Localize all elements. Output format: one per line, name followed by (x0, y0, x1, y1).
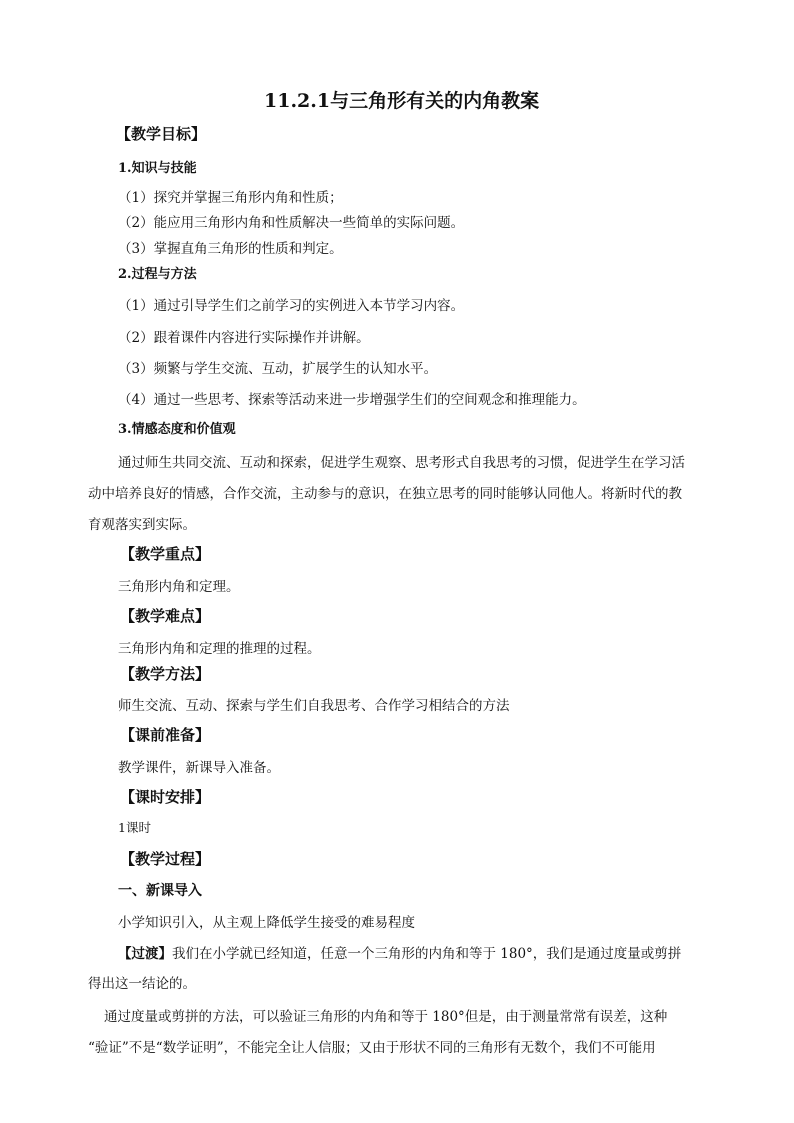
document-title: 11.2.1与三角形有关的内角教案 (264, 90, 540, 112)
transition-text: 我们在小学就已经知道，任意一个三角形的内角和等于 180°，我们是通过度量或剪拼 (172, 946, 682, 962)
section-heading-schedule: 【课时安排】 (120, 788, 211, 806)
subheading-emotion: 3.情感态度和价值观 (118, 422, 236, 437)
verify-line-1: 通过度量或剪拼的方法，可以验证三角形的内角和等于 180°但是，由于测量常常有误差，这种 (104, 1009, 668, 1025)
transition-line-1 (118, 942, 681, 962)
section-heading-difficulties: 【教学难点】 (120, 607, 211, 625)
key-points-text: 三角形内角和定理。 (118, 579, 240, 595)
subheading-new-lesson-intro: 一、新课导入 (118, 883, 202, 899)
process-item-2: （2）跟着课件内容进行实际操作并讲解。 (118, 330, 370, 346)
transition-label: 【过渡】 (118, 946, 172, 962)
subheading-process: 2.过程与方法 (118, 267, 197, 282)
process-item-3: （3）频繁与学生交流、互动，扩展学生的认知水平。 (118, 361, 438, 377)
subheading-knowledge: 1.知识与技能 (118, 161, 197, 176)
transition-line-2: 得出这一结论的。 (88, 976, 196, 992)
emotion-line-2: 动中培养良好的情感，合作交流，主动参与的意识，在独立思考的同时能够认同他人。将新时代的教 (88, 486, 682, 502)
section-heading-teaching-process: 【教学过程】 (120, 850, 211, 868)
intro-text: 小学知识引入，从主观上降低学生接受的难易程度 (118, 915, 415, 931)
knowledge-item-3: （3）掌握直角三角形的性质和判定。 (118, 241, 343, 257)
process-item-1: （1）通过引导学生们之前学习的实例进入本节学习内容。 (118, 298, 465, 314)
section-heading-methods: 【教学方法】 (120, 665, 211, 683)
methods-text: 师生交流、互动、探索与学生们自我思考、合作学习相结合的方法 (118, 698, 510, 714)
knowledge-item-2: （2）能应用三角形内角和性质解决一些简单的实际问题。 (118, 215, 465, 231)
section-heading-preparation: 【课前准备】 (120, 726, 211, 744)
schedule-text: 1课时 (118, 820, 151, 835)
verify-line-2: “验证”不是“数学证明”，不能完全让人信服；又由于形状不同的三角形有无数个，我们不可能用 (88, 1040, 656, 1056)
process-item-4: （4）通过一些思考、探索等活动来进一步增强学生们的空间观念和推理能力。 (118, 392, 586, 408)
emotion-line-3: 育观落实到实际。 (88, 517, 196, 533)
emotion-line-1: 通过师生共同交流、互动和探索，促进学生观察、思考形式自我思考的习惯，促进学生在学习活 (118, 455, 685, 471)
preparation-text: 教学课件，新课导入准备。 (118, 760, 280, 776)
difficulties-text: 三角形内角和定理的推理的过程。 (118, 641, 321, 657)
section-heading-key-points: 【教学重点】 (120, 545, 211, 563)
knowledge-item-1: （1）探究并掌握三角形内角和性质； (118, 190, 343, 206)
section-heading-objectives: 【教学目标】 (116, 125, 207, 143)
